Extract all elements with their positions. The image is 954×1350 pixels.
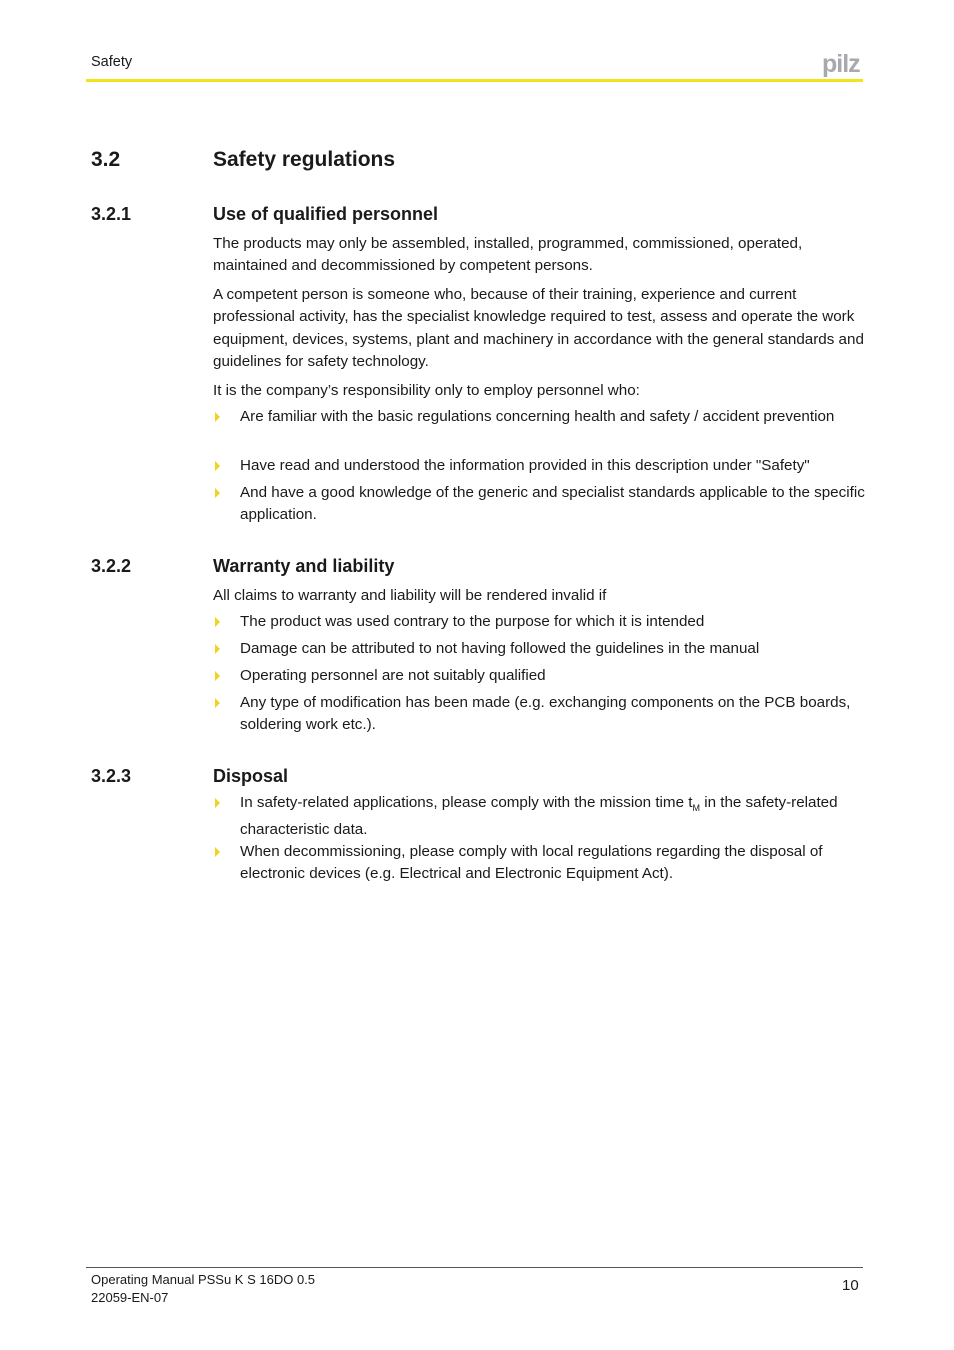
list-item-text: The product was used contrary to the purpose for which it is intended xyxy=(240,613,705,630)
bullet-triangle-icon xyxy=(215,671,220,681)
header-section-title: Safety xyxy=(91,54,133,70)
bullet-triangle-icon xyxy=(215,847,220,857)
mission-time-text-pre: In safety-related applications, please comply with the mission time t xyxy=(240,794,693,811)
subsection-title: Disposal xyxy=(213,766,289,786)
bullet-triangle-icon xyxy=(215,698,220,708)
footer-rule xyxy=(86,1267,863,1268)
pilz-logo: pilz xyxy=(822,50,860,78)
list-item-text: Are familiar with the basic regulations concerning health and safety / accident prevention xyxy=(240,408,835,425)
subsection-title: Use of qualified personnel xyxy=(213,204,439,224)
subsection-number: 3.2.1 xyxy=(91,204,132,224)
section-number: 3.2 xyxy=(91,148,121,171)
list-item-text: Damage can be attributed to not having followed the guidelines in the manual xyxy=(240,640,760,657)
bullet-triangle-icon xyxy=(215,461,220,471)
list-item-text: Operating personnel are not suitably qualified xyxy=(240,667,546,684)
header-rule xyxy=(86,79,863,82)
list-item-text: And have a good knowledge of the generic and specialist standards applicable to the specific application. xyxy=(240,484,865,524)
footer-manual-title: Operating Manual PSSu K S 16DO 0.5 xyxy=(91,1272,316,1287)
paragraph: A competent person is someone who, because of their training, experience and current professional activity, has the specialist knowledge required to test, assess and operate the work equipment, devices, systems, plant and machinery in accordance with the general standards and guidelines for safety technology. xyxy=(213,286,864,371)
subsection-title: Warranty and liability xyxy=(213,556,395,576)
bullet-triangle-icon xyxy=(215,488,220,498)
bullet-triangle-icon xyxy=(215,644,220,654)
paragraph: All claims to warranty and liability will be rendered invalid if xyxy=(213,587,607,604)
subsection-number: 3.2.2 xyxy=(91,556,132,576)
bullet-triangle-icon xyxy=(215,412,220,422)
bullet-triangle-icon xyxy=(215,617,220,627)
footer-document-number: 22059-EN-07 xyxy=(91,1290,169,1305)
list-item-text xyxy=(240,792,865,842)
list-item-text: Any type of modification has been made (e.g. exchanging components on the PCB boards, soldering work etc.). xyxy=(240,694,851,734)
bullet-triangle-icon xyxy=(215,798,220,808)
page-number: 10 xyxy=(842,1277,859,1294)
mission-time-subscript: M xyxy=(692,803,700,814)
list-item-text: When decommissioning, please comply with local regulations regarding the disposal of electronic devices (e.g. Electrical and Electronic Equipment Act). xyxy=(240,843,823,883)
paragraph: It is the company’s responsibility only to employ personnel who: xyxy=(213,382,640,399)
section-title: Safety regulations xyxy=(213,148,396,171)
mission-time-text-post: in the safety-related characteristic data. xyxy=(240,794,838,839)
paragraph: The products may only be assembled, installed, programmed, commissioned, operated, maintained and decommissioned by competent persons. xyxy=(213,235,803,275)
list-item-text: Have read and understood the information provided in this description under "Safety" xyxy=(240,457,810,474)
subsection-number: 3.2.3 xyxy=(91,766,132,786)
